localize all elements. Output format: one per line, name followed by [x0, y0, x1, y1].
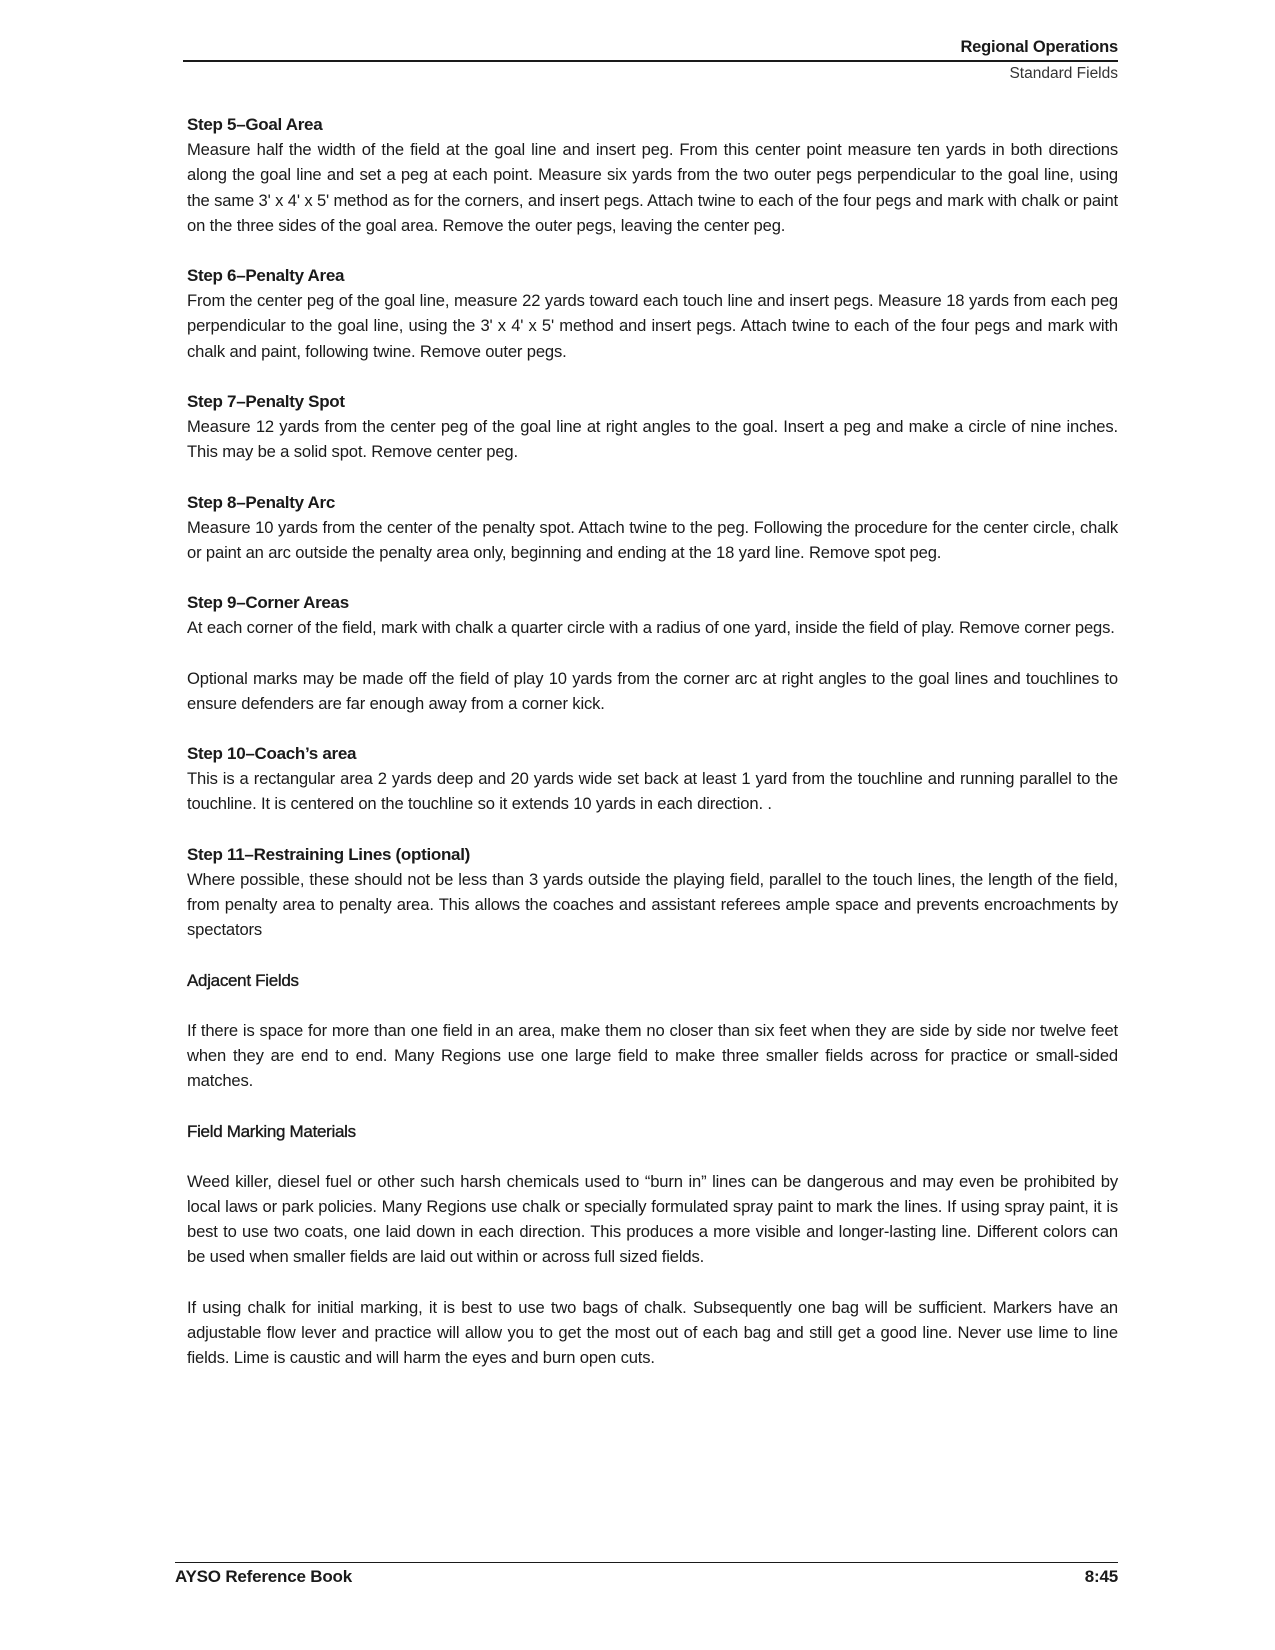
header-title: Regional Operations	[960, 38, 1118, 56]
paragraph: At each corner of the field, mark with chalk a quarter circle with a radius of one yard, inside the field of play. Remove corner pegs.	[187, 618, 1115, 638]
page-header	[183, 36, 1118, 85]
paragraph: Optional marks may be made off the field of play 10 yards from the corner arc at right angles to the goal lines and touchlines to ensure defenders are far enough away from a corner kick.	[187, 668, 1118, 713]
paragraph: This is a rectangular area 2 yards deep and 20 yards wide set back at least 1 yard from the touchline and running parallel to the touchline. It is centered on the touchline so it extends 10 yards in each direction. .	[187, 769, 1118, 814]
paragraph: Measure 12 yards from the center peg of the goal line at right angles to the goal. Insert a peg and make a circle of nine inches. This may be a solid spot. Remove center peg.	[187, 417, 1118, 462]
section-step-9	[187, 590, 1118, 716]
section-heading: Adjacent Fields	[187, 970, 299, 990]
section-heading: Step 7–Penalty Spot	[187, 392, 345, 412]
section-adjacent-fields	[187, 968, 1118, 1094]
paragraph: Where possible, these should not be less than 3 yards outside the playing field, parallel to the touch lines, the length of the field, from penalty area to penalty area. This allows the coaches and assistant referees ample space and prevents encroachments by spectators	[187, 869, 1118, 940]
paragraph: From the center peg of the goal line, measure 22 yards toward each touch line and insert pegs. Measure 18 yards from each peg perpendicular to the goal line, using the 3' x 4' x 5' method and insert pegs. Attach twine to each of the four pegs and mark with chalk and paint, following twine. Remove outer pegs.	[187, 291, 1118, 361]
page-content	[187, 112, 1118, 1371]
paragraph: Measure half the width of the field at the goal line and insert peg. From this center point measure ten yards in both directions along the goal line and set a peg at each point. Measure six yards from the two outer pegs perpendicular to the goal line, using the same 3' x 4' x 5' method as for the corners, and insert pegs. Attach twine to each of the four pegs and mark with chalk or paint on the three sides of the goal area. Remove the outer pegs, leaving the center peg.	[187, 140, 1118, 235]
paragraph: If there is space for more than one field in an area, make them no closer than six feet when they are side by side nor twelve feet when they are end to end. Many Regions use one large field to make three smaller fields across for practice or small-sided matches.	[187, 1020, 1118, 1091]
section-step-10	[187, 741, 1118, 817]
footer-book-title: AYSO Reference Book	[175, 1567, 352, 1586]
footer-rule	[175, 1562, 1118, 1563]
section-heading: Step 8–Penalty Arc	[187, 492, 335, 512]
section-heading: Field Marking Materials	[187, 1121, 356, 1141]
paragraph: Measure 10 yards from the center of the penalty spot. Attach twine to the peg. Following the procedure for the center circle, chalk or paint an arc outside the penalty area only, beginning and ending at the 18 yard line. Remove spot peg.	[187, 517, 1118, 562]
section-step-11	[187, 842, 1118, 943]
section-heading: Step 10–Coach’s area	[187, 744, 357, 764]
header-subtitle: Standard Fields	[1009, 65, 1118, 82]
page-number: 8:45	[1084, 1567, 1118, 1586]
section-heading: Step 6–Penalty Area	[187, 266, 345, 286]
section-step-5	[187, 112, 1118, 238]
section-step-7	[187, 389, 1118, 465]
section-step-6	[187, 263, 1118, 364]
paragraph: If using chalk for initial marking, it is best to use two bags of chalk. Subsequently one bag will be sufficient. Markers have an adjustable flow lever and practice will allow you to get the most out of each bag and still get a good line. Never use lime to line fields. Lime is caustic and will harm the eyes and burn open cuts.	[187, 1297, 1118, 1368]
paragraph: Weed killer, diesel fuel or other such harsh chemicals used to “burn in” lines can be dangerous and may even be prohibited by local laws or park policies. Many Regions use chalk or specially formulated spray paint to mark the lines. If using spray paint, it is best to use two coats, one laid down in each direction. This produces a more visible and longer-lasting line. Different colors can be used when smaller fields are laid out within or across full sized fields.	[187, 1171, 1118, 1267]
section-heading: Step 5–Goal Area	[187, 115, 323, 134]
header-rule	[183, 60, 1118, 62]
section-step-8	[187, 490, 1118, 566]
section-heading: Step 9–Corner Areas	[187, 593, 349, 613]
section-field-marking-materials	[187, 1119, 1118, 1371]
page-footer	[175, 1562, 1118, 1587]
section-heading: Step 11–Restraining Lines (optional)	[187, 844, 470, 864]
